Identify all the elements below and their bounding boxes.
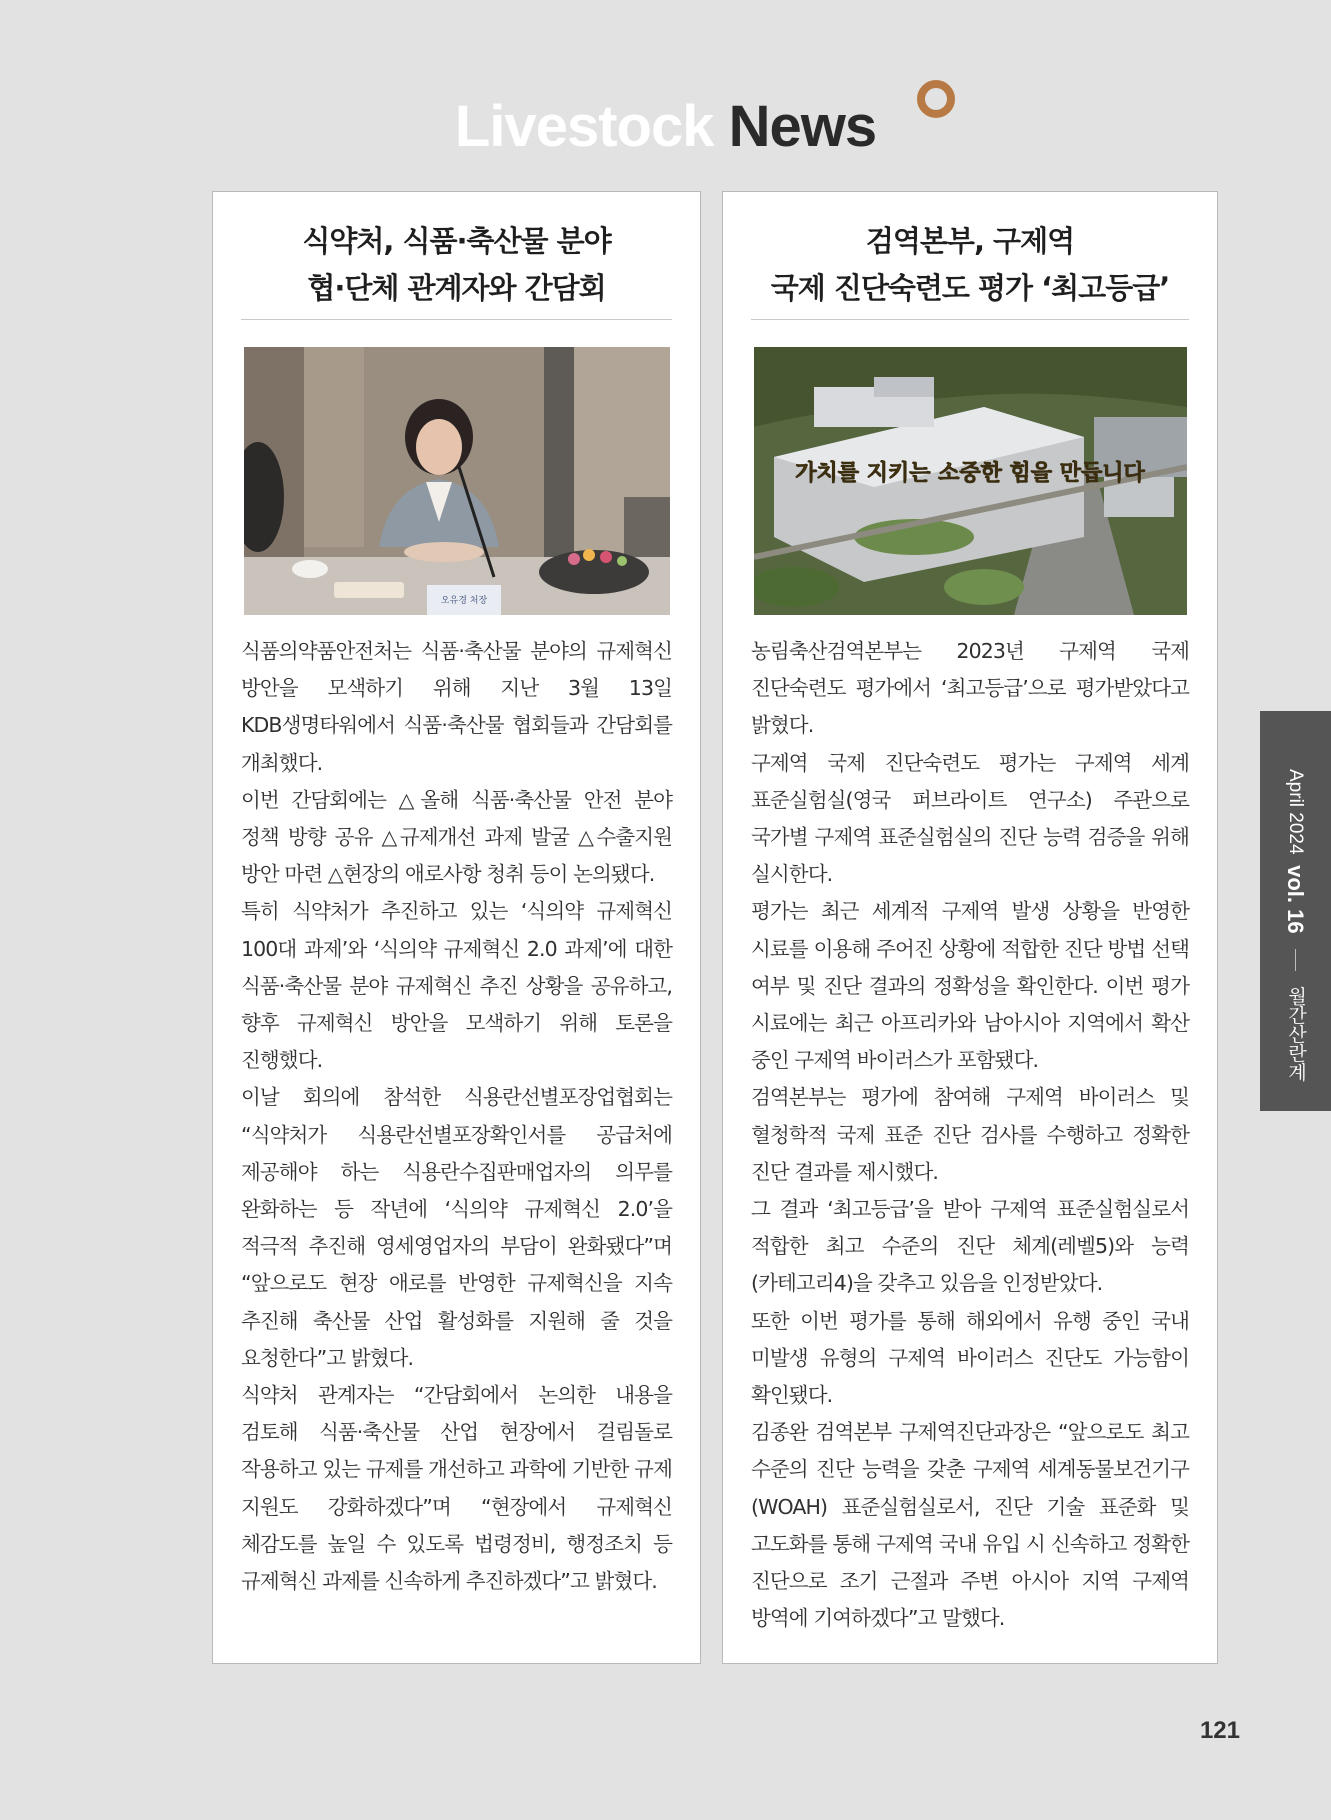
article-paragraph: 김종완 검역본부 구제역진단과장은 “앞으로도 최고 수준의 진단 능력을 갖춘 구제역 세계동물보건기구(WOAH) 표준실험실로서, 진단 기술 표준화 및 고도화를 통해 구제역 국내 유입 시 신속하고 정확한 진단으로 조기 근절과 주변 아시아 지역 구제역 방역에 기여하겠다”고 말했다. — [751, 1420, 1189, 1631]
volume-number: vol. 16 — [1283, 865, 1308, 934]
article-paragraph: 이번 간담회에는 △올해 식품·축산물 안전 분야 정책 방향 공유 △규제개선 과제 발굴 △수출지원 방안 마련 △현장의 애로사항 청취 등이 논의됐다. — [241, 787, 672, 887]
article-title-line: 식약처, 식품·축산물 분야 — [302, 224, 611, 258]
article-title — [751, 218, 1189, 312]
article-paragraph: 또한 이번 평가를 통해 해외에서 유행 중인 국내 미발생 유형의 구제역 바이러스 진단도 가능함이 확인됐다. — [751, 1308, 1189, 1408]
aerial-photo — [754, 347, 1187, 615]
article-paragraph: 식품의약품안전처는 식품·축산물 분야의 규제혁신 방안을 모색하기 위해 지난 3월 13일 KDB생명타워에서 식품·축산물 협회들과 간담회를 개최했다. — [241, 639, 672, 775]
article-paragraph: 구제역 국제 진단숙련도 평가는 구제역 세계 표준실험실(영국 퍼브라이트 연구소) 주관으로 국가별 구제역 표준실험실의 진단 능력 검증을 위해 실시한다. — [751, 750, 1189, 887]
ring-icon — [917, 80, 955, 118]
meeting-photo-image — [244, 347, 670, 615]
side-tab-divider — [1295, 949, 1296, 971]
title-divider — [751, 319, 1189, 320]
article-title — [241, 218, 672, 312]
article-card-qia — [722, 191, 1218, 1664]
masthead-news: News — [728, 94, 877, 159]
aerial-photo-image — [754, 347, 1187, 615]
page-number: 121 — [1199, 1717, 1240, 1744]
article-paragraph: 농림축산검역본부는 2023년 구제역 국제 진단숙련도 평가에서 ‘최고등급’으로 평가받았다고 밝혔다. — [751, 639, 1189, 738]
side-tab — [1260, 711, 1331, 1111]
masthead-livestock: Livestock — [454, 94, 714, 159]
issue-date: April 2024 — [1285, 769, 1306, 855]
article-paragraph: 검역본부는 평가에 참여해 구제역 바이러스 및 혈청학적 국제 표준 진단 검사를 수행하고 정확한 진단 결과를 제시했다. — [751, 1085, 1189, 1184]
article-body — [241, 633, 672, 1600]
masthead — [0, 92, 1331, 162]
article-title-line: 협·단체 관계자와 간담회 — [307, 271, 606, 305]
article-title-line: 검역본부, 구제역 — [865, 224, 1075, 258]
article-paragraph: 평가는 최근 세계적 구제역 발생 상황을 반영한 시료를 이용해 주어진 상황에 적합한 진단 방법 선택 여부 및 진단 결과의 정확성을 확인한다. 이번 평가 시료에는 최근 아프리카와 남아시아 지역에서 확산 중인 구제역 바이러스가 포함됐다. — [751, 899, 1189, 1073]
article-title-line: 국제 진단숙련도 평가 ‘최고등급’ — [770, 271, 1170, 305]
side-tab-text — [1282, 769, 1309, 1081]
magazine-name: 월간산란계 — [1285, 986, 1306, 1082]
article-paragraph: 그 결과 ‘최고등급’을 받아 구제역 표준실험실로서 적합한 최고 수준의 진단 체계(레벨5)와 능력(카테고리4)을 갖추고 있음을 인정받았다. — [751, 1197, 1189, 1296]
title-divider — [241, 319, 672, 320]
article-paragraph: 이날 회의에 참석한 식용란선별포장업협회는 “식약처가 식용란선별포장확인서를 공급처에 제공해야 하는 식용란수집판매업자의 의무를 완화하는 등 작년에 ‘식의약 규제혁신 2.0’을 적극적 추진해 영세영업자의 부담이 완화됐다”며 “앞으로도 현장 애로를 반영한 규제혁신을 지속 추진해 축산물 산업 활성화를 지원해 줄 것을 요청한다”고 밝혔다. — [241, 1085, 672, 1370]
article-paragraph: 식약처 관계자는 “간담회에서 논의한 내용을 검토해 식품·축산물 산업 현장에서 걸림돌로 작용하고 있는 규제를 개선하고 과학에 기반한 규제 지원도 강화하겠다”며 “현장에서 규제혁신 체감도를 높일 수 있도록 법령정비, 행정조치 등 규제혁신 과제를 신속하게 추진하겠다”고 밝혔다. — [241, 1383, 672, 1594]
article-body — [751, 633, 1189, 1637]
article-paragraph: 특히 식약처가 추진하고 있는 ‘식의약 규제혁신 100대 과제’와 ‘식의약 규제혁신 2.0 과제’에 대한 식품·축산물 분야 규제혁신 추진 상황을 공유하고, 향후 규제혁신 방안을 모색하기 위해 토론을 진행했다. — [241, 899, 672, 1073]
nameplate-text: 오유경 처장 — [440, 596, 488, 606]
meeting-photo — [244, 347, 670, 615]
photo-caption: 가치를 지키는 소중한 힘을 만듭니다 — [795, 461, 1145, 486]
article-card-mfds — [212, 191, 701, 1664]
